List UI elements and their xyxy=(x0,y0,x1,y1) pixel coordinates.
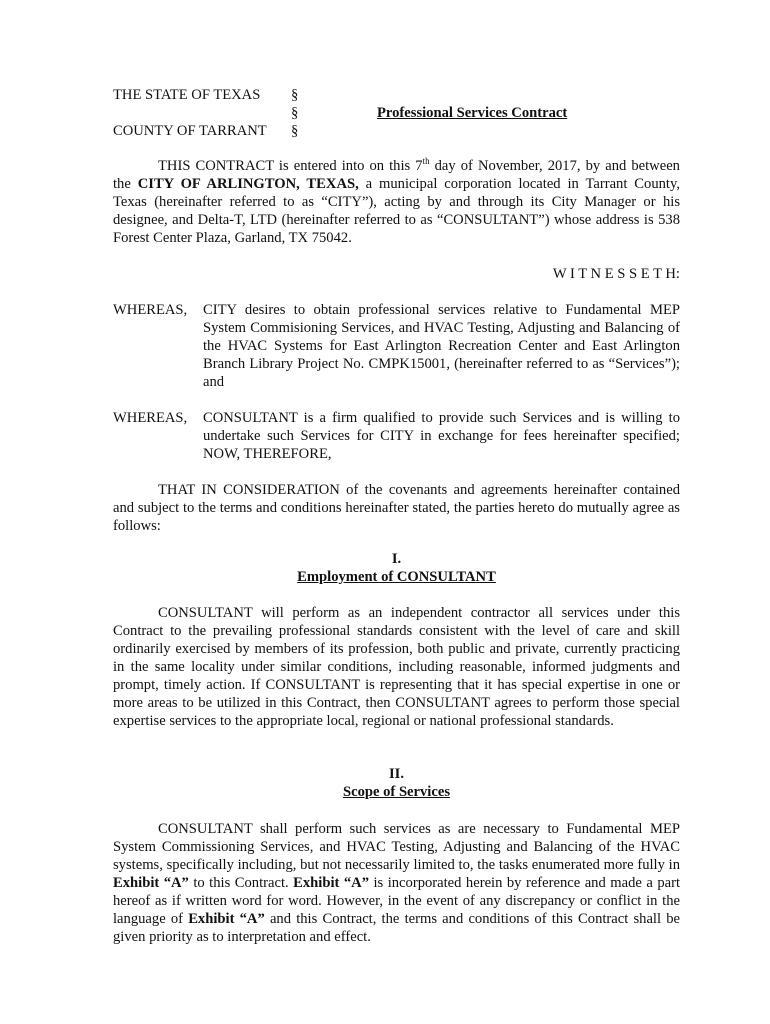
section-symbol: § xyxy=(291,105,299,121)
section-heading-wrap xyxy=(113,568,680,586)
section-body-text: CONSULTANT shall perform such services as are necessary to Fundamental MEP System Commissioning Services, and HVAC Testing, Adjusting and Balancing of the HVAC systems, specifically including, but not necessarily limited to, the tasks enumerated more fully in xyxy=(113,821,680,873)
section-heading: Employment of CONSULTANT xyxy=(297,569,496,585)
intro-text: THIS CONTRACT is entered into on this 7 xyxy=(158,158,423,174)
whereas-text: CITY desires to obtain professional services relative to Fundamental MEP System Commisioning Services, and HVAC Testing, Adjusting and Balancing of the HVAC Systems for East Arlington Recreation Center and East Arlington Branch Library Project No. CMPK15001, (hereinafter referred to as “Services”); and xyxy=(203,302,680,390)
intro-paragraph xyxy=(113,157,680,247)
whereas-label: WHEREAS, xyxy=(113,302,188,318)
section-body-text: is incorporated herein by reference and made a part hereof as if written word for word. However, in the event of any discrepancy or conflict in the language of xyxy=(113,875,681,927)
intro-text: day of November, 2017, by and between the xyxy=(113,158,680,192)
exhibit-reference: Exhibit “A” xyxy=(188,911,265,927)
exhibit-reference: Exhibit “A” xyxy=(293,875,369,891)
section-body xyxy=(113,820,680,946)
whereas-text: CONSULTANT is a firm qualified to provide such Services and is willing to undertake such Services for CITY in exchange for fees hereinafter specified; NOW, THEREFORE, xyxy=(203,410,680,462)
witnesseth-heading: W I T N E S S E T H: xyxy=(552,266,680,282)
state-line: THE STATE OF TEXAS xyxy=(113,87,261,103)
intro-superscript: th xyxy=(422,156,430,167)
contract-title: Professional Services Contract xyxy=(377,105,568,121)
section-numeral: II. xyxy=(388,766,404,782)
city-name: CITY OF ARLINGTON, TEXAS, xyxy=(137,176,359,192)
exhibit-reference: Exhibit “A” xyxy=(113,875,189,891)
section-heading-wrap xyxy=(113,783,680,801)
section-body-text: and this Contract, the terms and conditions of this Contract shall be given priority as to interpretation and effect. xyxy=(113,911,680,945)
whereas-label: WHEREAS, xyxy=(113,410,188,426)
section-heading: Scope of Services xyxy=(343,784,450,800)
section-numeral: I. xyxy=(391,551,402,567)
county-line: COUNTY OF TARRANT xyxy=(113,123,267,139)
intro-text: a municipal corporation located in Tarrant County, Texas (hereinafter referred to as “CITY”), acting by and through its City Manager or his designee, and Delta-T, LTD (hereinafter referred to as “CONSULTANT”) whose address is 538 Forest Center Plaza, Garland, TX 75042. xyxy=(113,176,680,246)
section-symbol: § xyxy=(291,87,299,103)
section-symbol: § xyxy=(291,123,299,139)
consideration-paragraph: THAT IN CONSIDERATION of the covenants and agreements hereinafter contained and subject to the terms and conditions hereinafter stated, the parties hereto do mutually agree as follows: xyxy=(113,482,680,534)
section-body: CONSULTANT will perform as an independent contractor all services under this Contract to the prevailing professional standards consistent with the level of care and skill ordinarily exercised by members of its profession, both public and private, currently practicing in the same locality under similar conditions, including reasonable, informed judgments and prompt, timely action. If CONSULTANT is representing that it has special expertise in one or more areas to be utilized in this Contract, then CONSULTANT agrees to perform those special expertise services to the appropriate local, regional or national professional standards. xyxy=(113,605,680,729)
section-body-text: to this Contract. xyxy=(188,875,294,891)
